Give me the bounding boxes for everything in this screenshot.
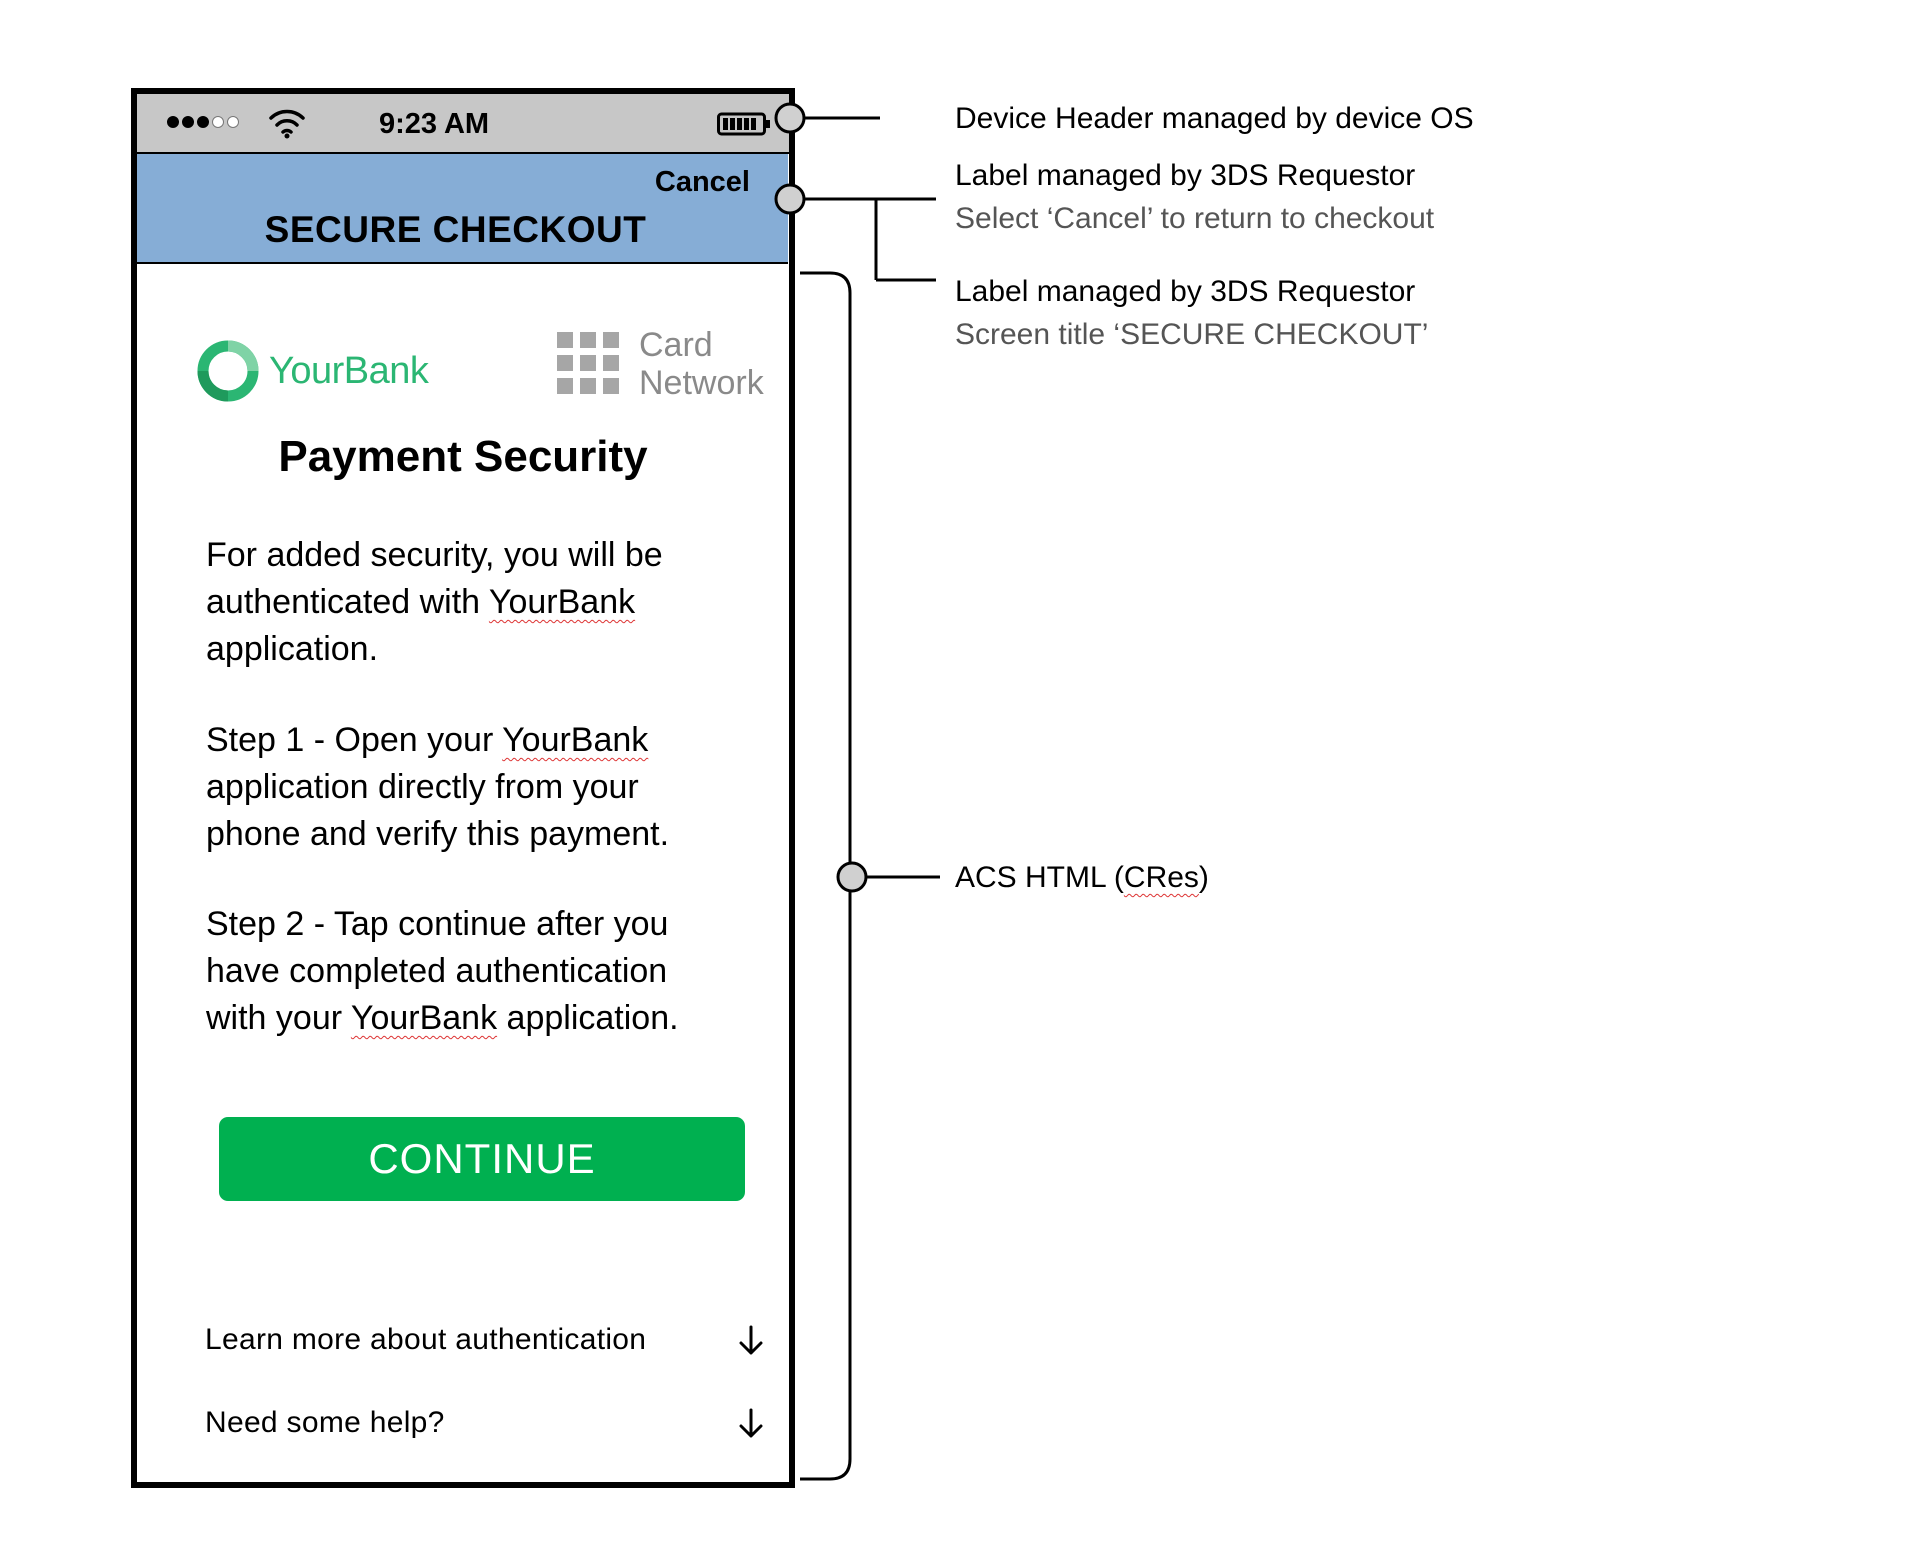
intro-text: For added security, you will be authenticated with YourBank application. bbox=[206, 536, 663, 668]
device-header-marker bbox=[776, 104, 804, 132]
need-help-label: Need some help? bbox=[205, 1406, 445, 1439]
annotation-device-header: Device Header managed by device OS bbox=[955, 102, 1474, 135]
annotation-cancel-label: Label managed by 3DS Requestor Select ‘Cancel’ to return to checkout bbox=[955, 159, 1435, 235]
annotation-acs-html: ACS HTML (CRes) bbox=[955, 861, 1209, 894]
page-title: Payment Security bbox=[278, 432, 648, 481]
requestor-label-marker bbox=[776, 185, 804, 213]
network-name: Card Network bbox=[639, 326, 764, 402]
screen-title: SECURE CHECKOUT bbox=[264, 209, 647, 250]
step-1-text: Step 1 - Open your YourBank application directly from your phone and verify this payment. bbox=[206, 721, 670, 853]
cancel-button[interactable]: Cancel bbox=[654, 166, 750, 198]
bank-name: YourBank bbox=[269, 349, 429, 392]
status-time: 9:23 AM bbox=[378, 108, 490, 140]
continue-button[interactable]: CONTINUE bbox=[219, 1117, 745, 1201]
step-2-text: Step 2 - Tap continue after you have completed authentication with your YourBank application. bbox=[206, 905, 679, 1037]
learn-more-label: Learn more about authentication bbox=[205, 1323, 647, 1356]
acs-marker bbox=[838, 863, 866, 891]
annotation-screen-title: Label managed by 3DS Requestor Screen title ‘SECURE CHECKOUT’ bbox=[955, 275, 1429, 351]
